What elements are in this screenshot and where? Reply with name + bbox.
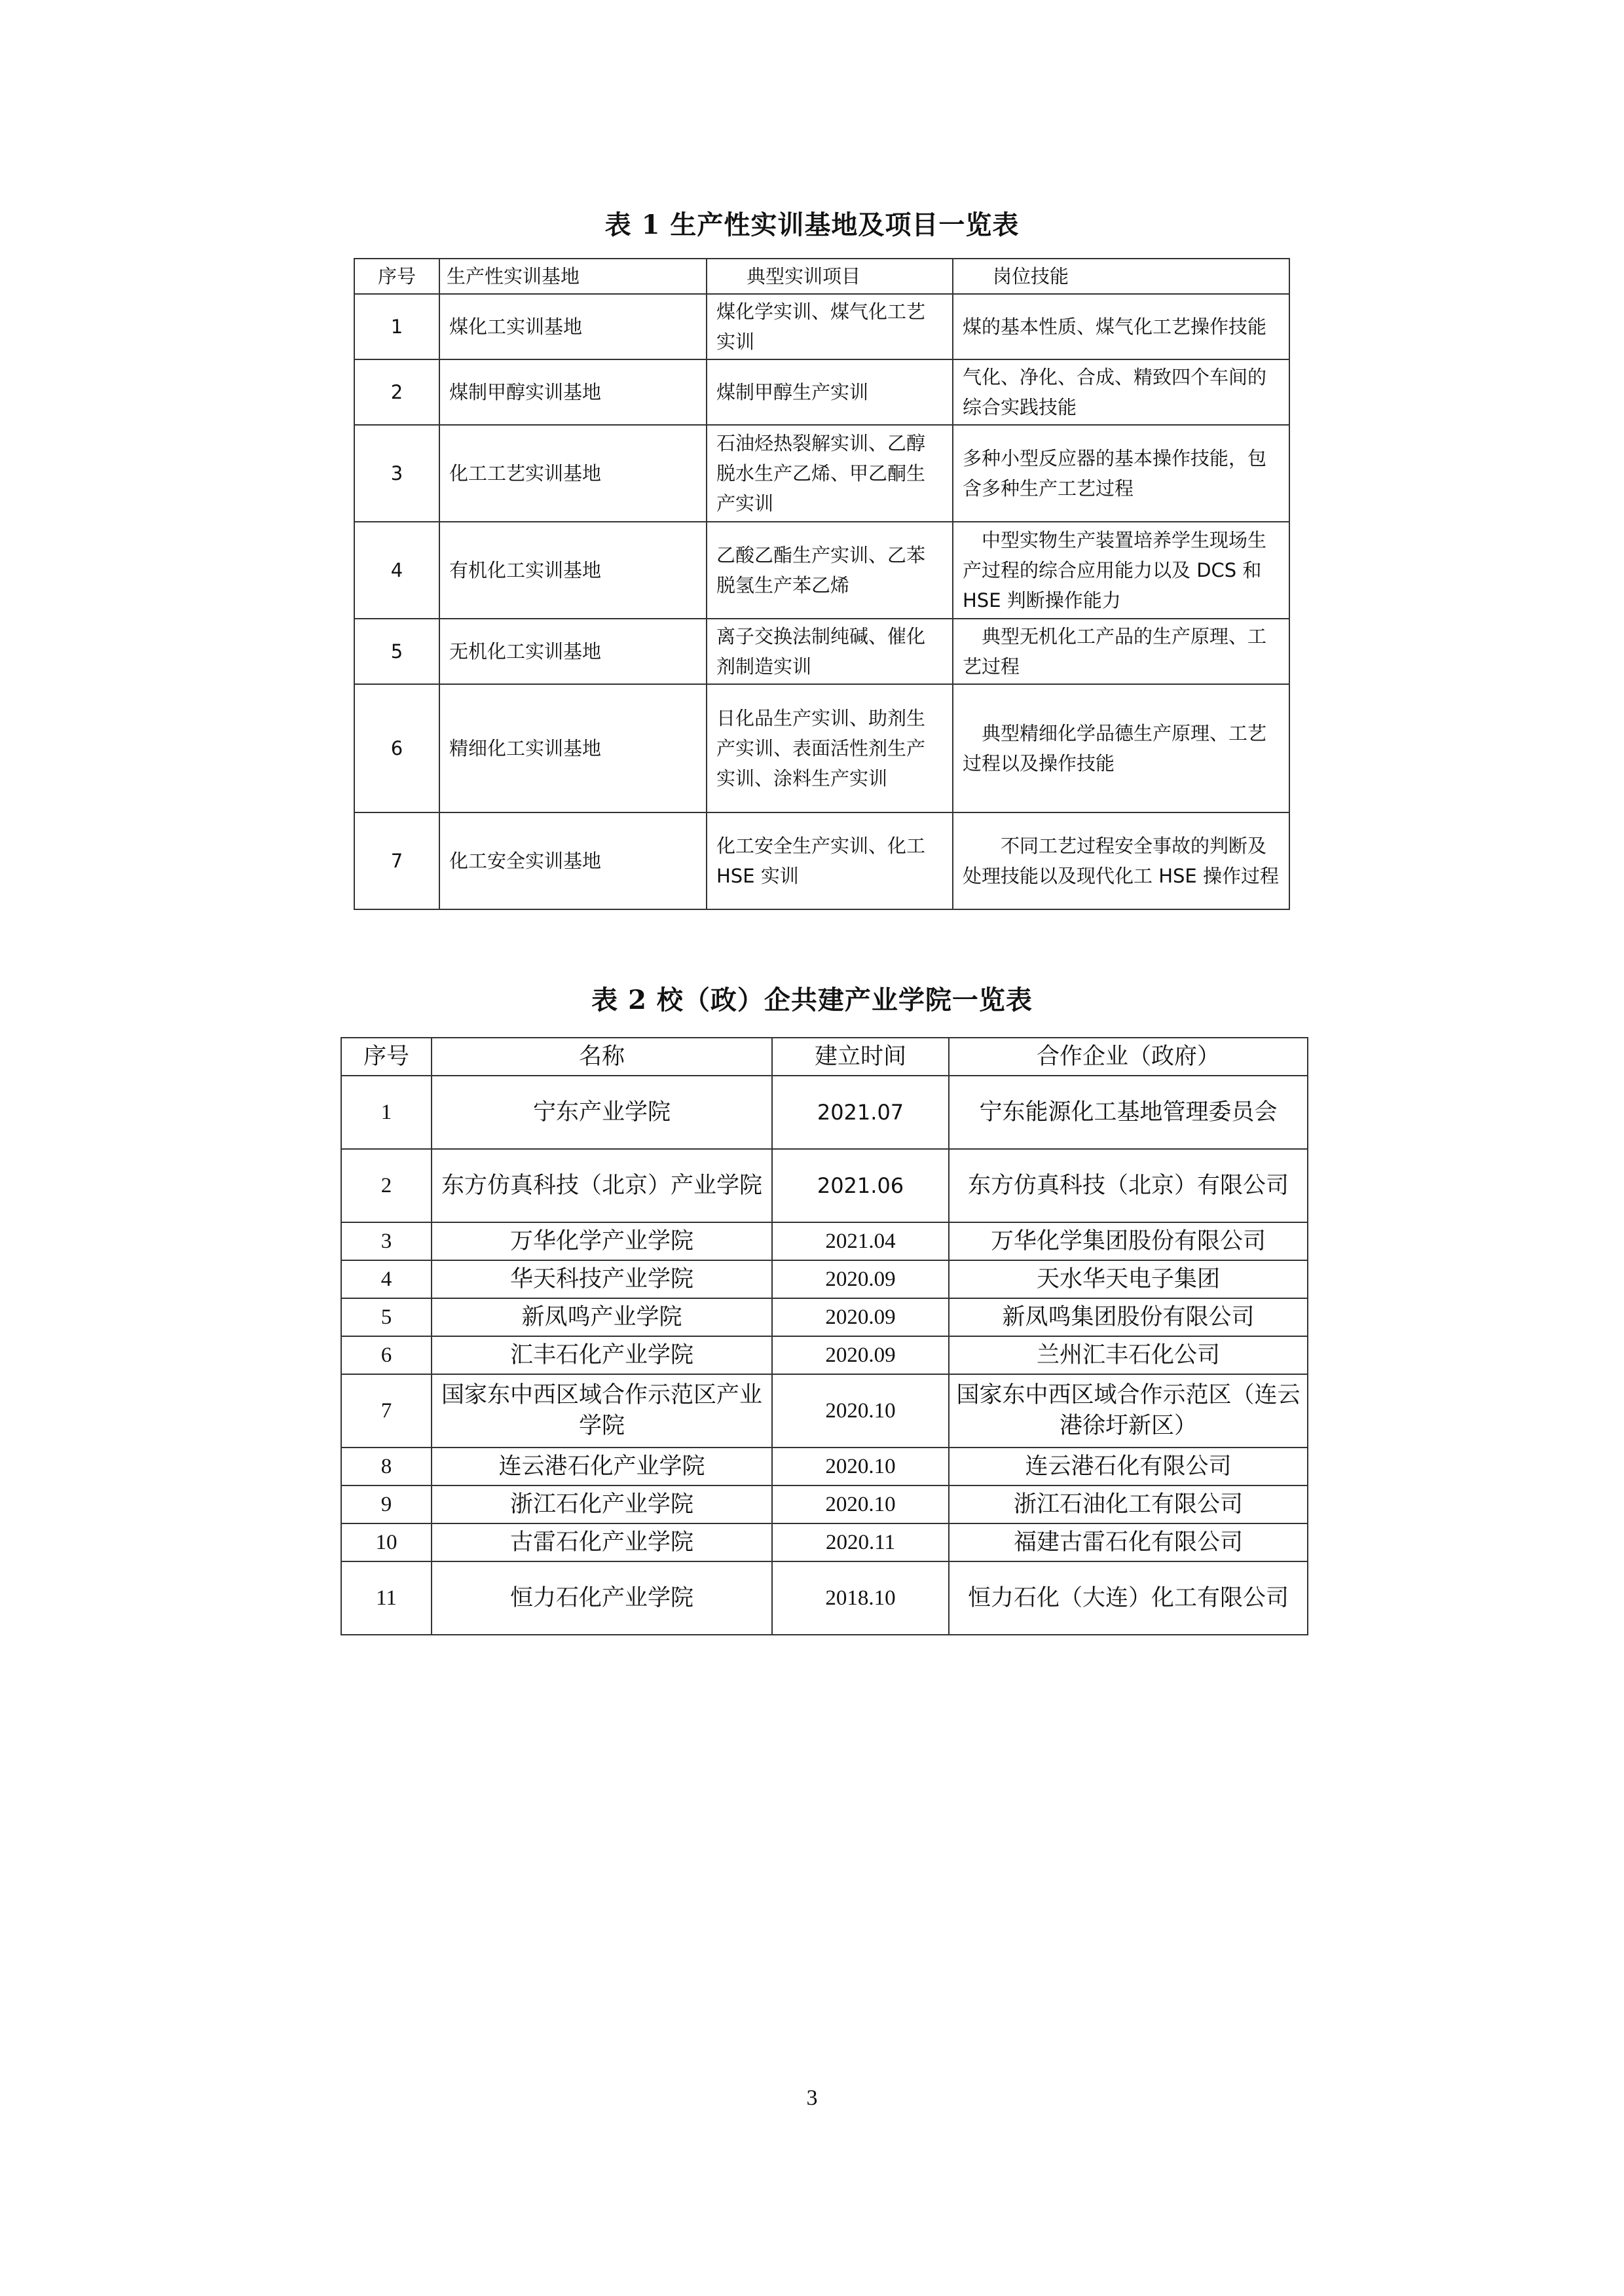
table1-cell-project: 离子交换法制纯碱、催化剂制造实训 <box>707 619 953 684</box>
table1-cell-index: 7 <box>354 812 439 909</box>
table2-cell-partner: 福建古雷石化有限公司 <box>949 1523 1308 1561</box>
table2-header-name: 名称 <box>432 1038 772 1076</box>
table-row <box>354 425 1289 522</box>
table2-cell-date: 2020.09 <box>772 1260 949 1298</box>
table2-cell-date: 2021.07 <box>772 1076 949 1149</box>
table1-cell-base: 煤制甲醇实训基地 <box>439 359 707 425</box>
table2-cell-index: 7 <box>341 1374 432 1448</box>
table2-cell-name: 华天科技产业学院 <box>432 1260 772 1298</box>
table2-cell-date: 2020.11 <box>772 1523 949 1561</box>
table2-cell-name: 恒力石化产业学院 <box>432 1561 772 1635</box>
table1-cell-index: 1 <box>354 294 439 359</box>
table-row <box>341 1336 1308 1374</box>
table2-header-index: 序号 <box>341 1038 432 1076</box>
table-row <box>354 522 1289 619</box>
table1-cell-project: 煤化学实训、煤气化工艺实训 <box>707 294 953 359</box>
table1-cell-index: 3 <box>354 425 439 522</box>
table1-cell-project: 日化品生产实训、助剂生产实训、表面活性剂生产实训、涂料生产实训 <box>707 684 953 812</box>
table-row <box>354 812 1289 909</box>
table2-cell-name: 古雷石化产业学院 <box>432 1523 772 1561</box>
table1-header-project: 典型实训项目 <box>707 259 953 294</box>
table2-cell-name: 连云港石化产业学院 <box>432 1448 772 1485</box>
table1-training-bases <box>354 258 1290 910</box>
table2-cell-index: 10 <box>341 1523 432 1561</box>
table2-cell-name: 汇丰石化产业学院 <box>432 1336 772 1374</box>
table1-cell-base: 无机化工实训基地 <box>439 619 707 684</box>
table1-cell-skill: 典型精细化学品德生产原理、工艺过程以及操作技能 <box>953 684 1289 812</box>
table-row <box>341 1298 1308 1336</box>
table1-cell-base: 煤化工实训基地 <box>439 294 707 359</box>
table-row <box>354 359 1289 425</box>
table2-cell-index: 11 <box>341 1561 432 1635</box>
table2-cell-partner: 国家东中西区域合作示范区（连云港徐圩新区） <box>949 1374 1308 1448</box>
table-row <box>354 294 1289 359</box>
table2-caption: 表 2 校（政）企共建产业学院一览表 <box>591 985 1033 1015</box>
table2-cell-index: 8 <box>341 1448 432 1485</box>
table1-cell-base: 化工工艺实训基地 <box>439 425 707 522</box>
table1-cell-base: 精细化工实训基地 <box>439 684 707 812</box>
table1-cell-index: 2 <box>354 359 439 425</box>
table-row <box>341 1260 1308 1298</box>
table2-cell-name: 东方仿真科技（北京）产业学院 <box>432 1149 772 1222</box>
table2-cell-index: 4 <box>341 1260 432 1298</box>
table2-cell-index: 6 <box>341 1336 432 1374</box>
table-row <box>341 1561 1308 1635</box>
table1-cell-base: 有机化工实训基地 <box>439 522 707 619</box>
table-row <box>341 1523 1308 1561</box>
table1-cell-project: 化工安全生产实训、化工 HSE 实训 <box>707 812 953 909</box>
table1-cell-project: 煤制甲醇生产实训 <box>707 359 953 425</box>
table2-cell-name: 万华化学产业学院 <box>432 1222 772 1260</box>
table2-cell-date: 2018.10 <box>772 1561 949 1635</box>
table2-cell-date: 2020.10 <box>772 1485 949 1523</box>
table2-cell-partner: 东方仿真科技（北京）有限公司 <box>949 1149 1308 1222</box>
table1-cell-skill: 煤的基本性质、煤气化工艺操作技能 <box>953 294 1289 359</box>
table-row <box>341 1222 1308 1260</box>
table1-header-index: 序号 <box>354 259 439 294</box>
table1-cell-skill: 气化、净化、合成、精致四个车间的综合实践技能 <box>953 359 1289 425</box>
table-row <box>341 1485 1308 1523</box>
table1-header-row <box>354 259 1289 294</box>
table2-cell-partner: 宁东能源化工基地管理委员会 <box>949 1076 1308 1149</box>
table2-cell-index: 2 <box>341 1149 432 1222</box>
table2-cell-date: 2021.04 <box>772 1222 949 1260</box>
table2-industry-colleges <box>341 1037 1308 1635</box>
table2-header-date: 建立时间 <box>772 1038 949 1076</box>
table2-cell-partner: 万华化学集团股份有限公司 <box>949 1222 1308 1260</box>
table2-cell-partner: 恒力石化（大连）化工有限公司 <box>949 1561 1308 1635</box>
table2-cell-name: 国家东中西区域合作示范区产业学院 <box>432 1374 772 1448</box>
table1-cell-index: 4 <box>354 522 439 619</box>
table-row <box>341 1149 1308 1222</box>
table2-cell-partner: 新凤鸣集团股份有限公司 <box>949 1298 1308 1336</box>
table2-cell-partner: 天水华天电子集团 <box>949 1260 1308 1298</box>
table2-cell-name: 浙江石化产业学院 <box>432 1485 772 1523</box>
table2-cell-index: 9 <box>341 1485 432 1523</box>
table1-caption: 表 1 生产性实训基地及项目一览表 <box>604 210 1020 240</box>
table1-header-base: 生产性实训基地 <box>439 259 707 294</box>
table1-cell-skill: 不同工艺过程安全事故的判断及处理技能以及现代化工 HSE 操作过程 <box>953 812 1289 909</box>
table2-header-row <box>341 1038 1308 1076</box>
table2-cell-partner: 浙江石油化工有限公司 <box>949 1485 1308 1523</box>
table1-header-skill: 岗位技能 <box>953 259 1289 294</box>
table2-cell-index: 3 <box>341 1222 432 1260</box>
table2-header-partner: 合作企业（政府） <box>949 1038 1308 1076</box>
table2-cell-index: 5 <box>341 1298 432 1336</box>
table1-cell-skill: 中型实物生产装置培养学生现场生产过程的综合应用能力以及 DCS 和 HSE 判断操作能力 <box>953 522 1289 619</box>
table2-cell-name: 新凤鸣产业学院 <box>432 1298 772 1336</box>
table-row <box>341 1076 1308 1149</box>
table2-cell-date: 2021.06 <box>772 1149 949 1222</box>
table2-cell-index: 1 <box>341 1076 432 1149</box>
table1-cell-index: 6 <box>354 684 439 812</box>
table1-cell-base: 化工安全实训基地 <box>439 812 707 909</box>
table1-cell-skill: 典型无机化工产品的生产原理、工艺过程 <box>953 619 1289 684</box>
table-row <box>341 1374 1308 1448</box>
table-row <box>354 684 1289 812</box>
table2-cell-date: 2020.09 <box>772 1298 949 1336</box>
table1-cell-project: 乙酸乙酯生产实训、乙苯脱氢生产苯乙烯 <box>707 522 953 619</box>
page-number: 3 <box>806 2086 818 2110</box>
table2-cell-date: 2020.10 <box>772 1448 949 1485</box>
table1-cell-index: 5 <box>354 619 439 684</box>
table-row <box>341 1448 1308 1485</box>
table-row <box>354 619 1289 684</box>
table2-cell-partner: 连云港石化有限公司 <box>949 1448 1308 1485</box>
table1-cell-skill: 多种小型反应器的基本操作技能，包含多种生产工艺过程 <box>953 425 1289 522</box>
table1-cell-project: 石油烃热裂解实训、乙醇脱水生产乙烯、甲乙酮生产实训 <box>707 425 953 522</box>
table2-cell-partner: 兰州汇丰石化公司 <box>949 1336 1308 1374</box>
table2-cell-name: 宁东产业学院 <box>432 1076 772 1149</box>
table2-cell-date: 2020.09 <box>772 1336 949 1374</box>
table2-cell-date: 2020.10 <box>772 1374 949 1448</box>
